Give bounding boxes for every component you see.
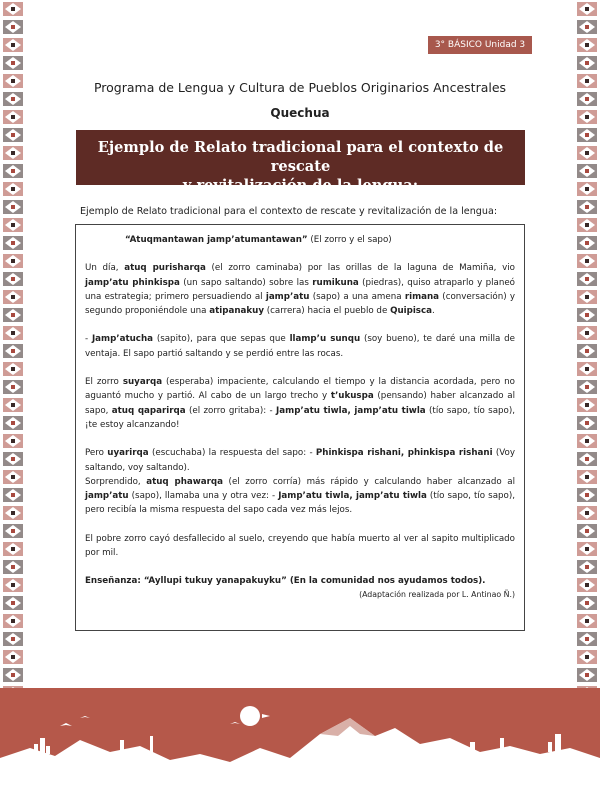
story-text: (esperaba) impaciente, calculando el tiempo y la distancia acordada, pero no aguantó mucho y partió. Al cabo de un largo trecho y (85, 377, 516, 402)
quechua-term: jamp’atu phinkispa (85, 277, 180, 288)
story-text: El pobre zorro cayó desfallecido al suelo, creyendo que había muerto al ver al sapito multiplicado por mil. (85, 533, 515, 559)
story-text: (el zorro corría) más rápido y calculando haber alcanzado al (223, 476, 515, 487)
story-text: (carrera) hacia el pueblo de (264, 306, 391, 317)
quechua-term: llamp’u sunqu (289, 334, 361, 345)
story-paragraph-4a (85, 446, 515, 475)
story-text: - (85, 334, 92, 345)
program-title: Programa de Lengua y Cultura de Pueblos Originarios Ancestrales (93, 80, 507, 95)
quechua-term: uyarirqa (107, 448, 149, 459)
quechua-term: suyarqa (122, 377, 163, 388)
story-text: (conversación) y segundo proponiéndole una (85, 291, 515, 317)
story-teaching: Enseñanza: “Ayllupi tukuy yanapakuyku” (En la comunidad nos ayudamos todos). (85, 576, 486, 587)
quechua-term: jamp’atu (265, 291, 310, 302)
story-text: (escuchaba) la respuesta del sapo: - (148, 448, 316, 459)
story-text: (sapo), llamaba una y otra vez: - (128, 491, 279, 502)
story-text: (Voy saltando, voy saltando). (85, 448, 515, 473)
banner-line-2: y revitalización de la lengua: (182, 177, 419, 194)
quechua-term: t’ukuspa (330, 391, 374, 402)
quechua-term: atipanakuy (209, 306, 264, 317)
story-title-spanish: (El zorro y el sapo) (307, 235, 392, 245)
quechua-term: atuq qaparirqa (111, 405, 186, 416)
story-title (85, 233, 515, 247)
story-text: (un sapo saltando) sobre las (179, 277, 313, 288)
grade-unit-badge: 3° BÁSICO Unidad 3 (428, 36, 532, 54)
quechua-term: rumikuna (312, 277, 359, 288)
quechua-term: jamp’atu (85, 491, 129, 502)
intro-text: Ejemplo de Relato tradicional para el contexto de rescate y revitalización de la lengua: (80, 206, 498, 217)
quechua-term: Phinkispa rishani, phinkispa rishani (315, 448, 493, 459)
language-title: Quechua (270, 106, 330, 120)
story-text: (piedras), quiso atraparlo y planeó una estrategia; primero persuadiendo al (85, 277, 516, 302)
story-text: Pero (85, 448, 108, 459)
story-text: (tío sapo, tío sapo), pero recibía la misma respuesta del sapo cada vez más lejos. (85, 491, 515, 516)
footer-landscape-illustration (0, 688, 600, 800)
story-text: (el zorro gritaba): - (185, 405, 277, 416)
story-text: . (432, 306, 435, 317)
quechua-term: Quipisca (390, 306, 432, 317)
story-paragraph-2 (85, 332, 515, 361)
story-paragraph-4b (85, 475, 515, 518)
story-text: Un día, (85, 263, 125, 274)
section-banner (76, 130, 525, 194)
story-text: (el zorro caminaba) por las orillas de la laguna de Mamiña, vio (205, 263, 515, 274)
story-text: El zorro (85, 377, 123, 388)
story-text: (soy bueno), te daré una milla de ventaja. El sapo partió saltando y se perdió entre las rocas. (85, 334, 516, 359)
quechua-term: Jamp’atucha (91, 334, 154, 345)
story-paragraph-3 (85, 375, 515, 432)
story-title-quechua: “Atuqmantawan jamp’atumantawan” (125, 235, 308, 245)
story-text: (tío sapo, tío sapo), ¡te estoy alcanzando! (85, 405, 516, 430)
story-text: (sapito), para que sepas que (153, 334, 290, 345)
quechua-term: atuq purisharqa (124, 263, 206, 274)
story-paragraph-5 (85, 532, 515, 561)
quechua-term: atuq phawarqa (146, 476, 223, 487)
story-paragraph-1 (85, 261, 515, 318)
story-text: Sorprendido, (85, 476, 147, 487)
story-text: (pensando) haber alcanzado al sapo, (85, 391, 515, 416)
quechua-term: Jamp’atu tiwla, jamp’atu tiwla (276, 405, 426, 416)
quechua-term: Jamp’atu tiwla, jamp’atu tiwla (278, 491, 427, 502)
story-credit: (Adaptación realizada por L. Antinao Ñ.) (359, 589, 515, 599)
story-box (75, 224, 525, 631)
banner-line-1: Ejemplo de Relato tradicional para el contexto de rescate (97, 139, 504, 175)
story-text: (sapo) a una amena (309, 291, 405, 302)
quechua-term: rimana (404, 291, 440, 302)
